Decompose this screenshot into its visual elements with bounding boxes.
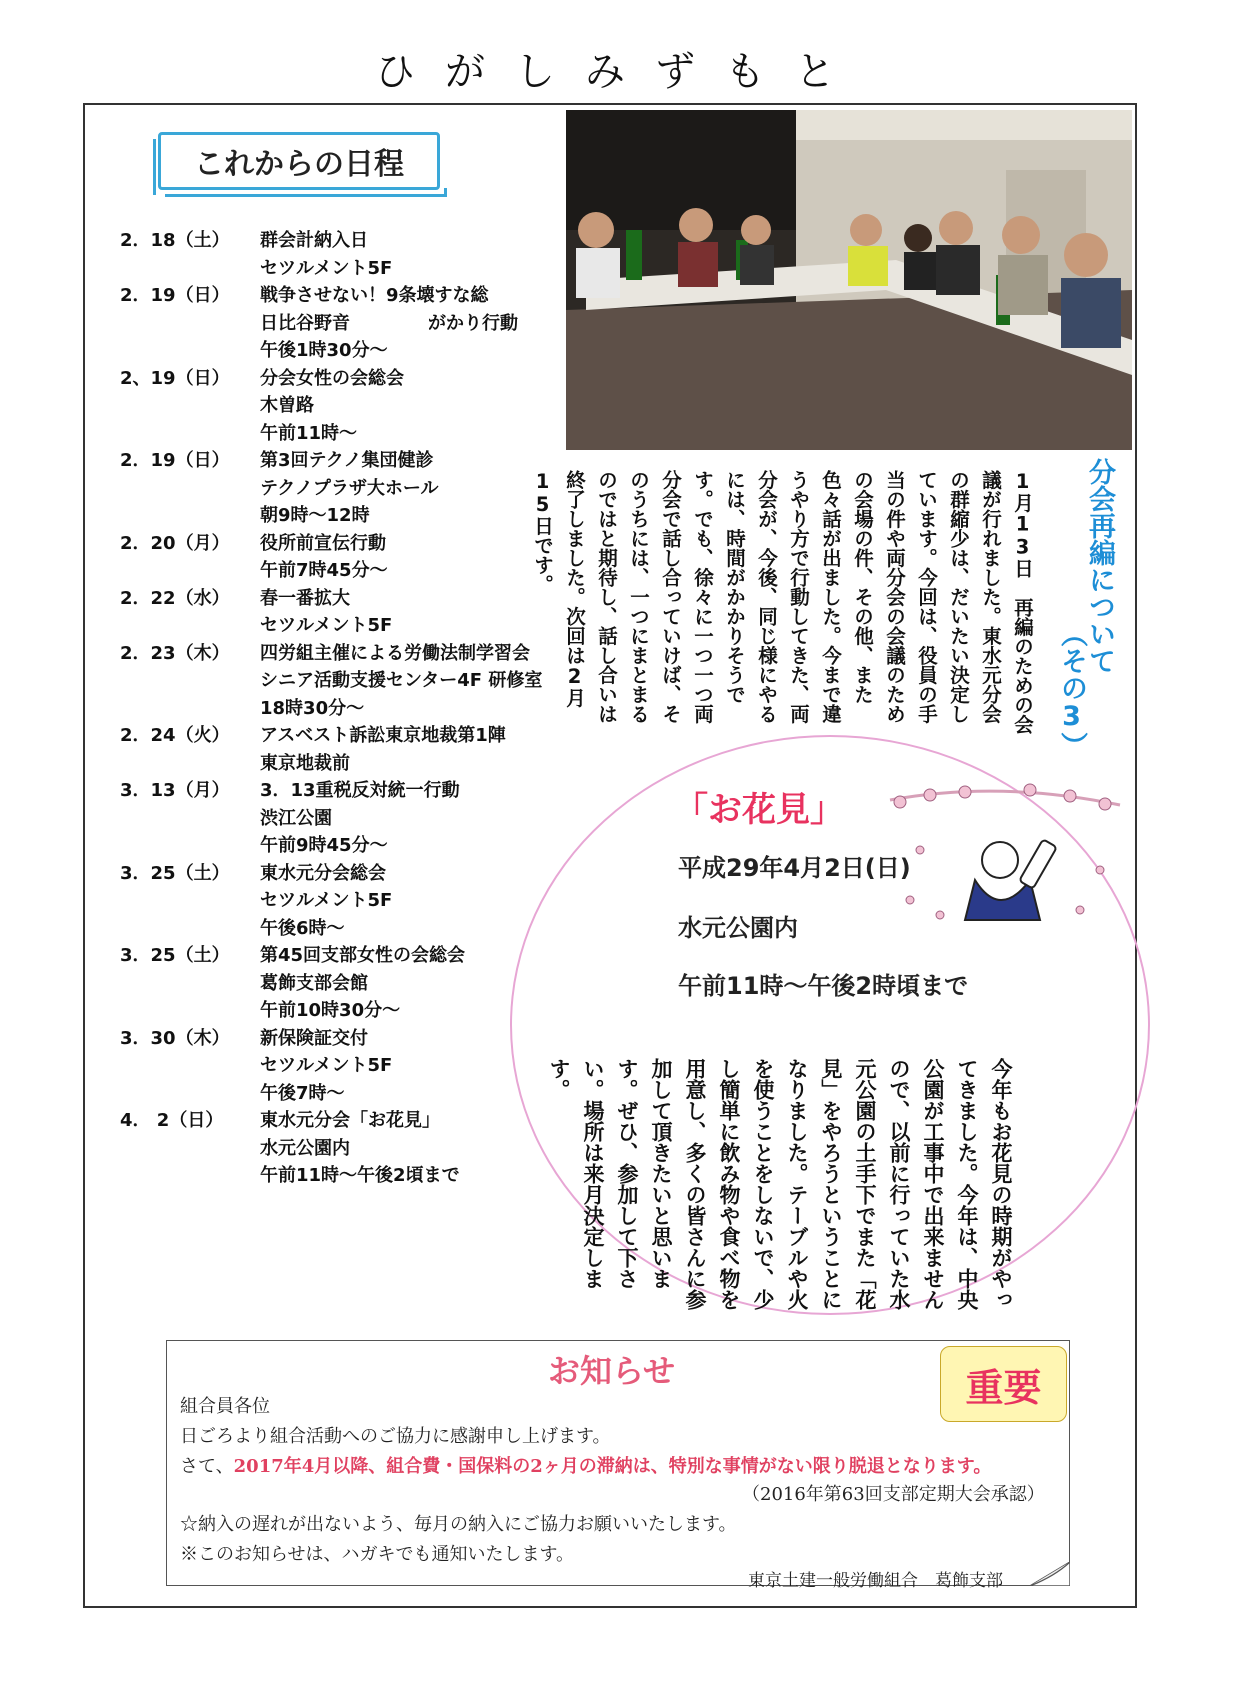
schedule-date: 2．24（火） — [120, 725, 230, 746]
schedule-text: セツルメント5F — [260, 890, 393, 911]
schedule-text: 群会計納入日 — [260, 230, 368, 251]
schedule-text: セツルメント5F — [260, 257, 393, 279]
schedule-date: 2．23（木） — [120, 642, 230, 664]
schedule-heading: これからの日程 — [158, 132, 440, 190]
schedule-text: 春一番拡大 — [260, 587, 350, 609]
schedule-date: 2．19（日） — [120, 450, 230, 471]
schedule-text: 東水元分会総会 — [260, 862, 386, 884]
schedule-text: 戦争させない！9条壊すな総 — [260, 285, 489, 306]
schedule-date: 2．18（土） — [120, 230, 230, 251]
schedule-text: 午後6時～ — [260, 917, 345, 939]
schedule-text: 木曽路 — [260, 395, 314, 416]
notice-signature: 東京土建一般労働組合 葛飾支部 — [748, 1571, 1003, 1591]
schedule-text: 午前10時30分～ — [260, 1000, 401, 1021]
schedule-text: 午後7時～ — [260, 1082, 345, 1104]
schedule-date: 3．30（木） — [120, 1027, 230, 1049]
schedule-date: 3．25（土） — [120, 945, 230, 966]
schedule-text: 朝9時～12時 — [260, 505, 370, 526]
schedule-text: 第45回支部女性の会総会 — [260, 945, 466, 966]
schedule-text: 水元公園内 — [260, 1137, 350, 1159]
schedule-text: 午前11時～ — [260, 422, 358, 444]
notice-line-2-prefix: さて、 — [180, 1456, 234, 1477]
schedule-text: 渋江公園 — [260, 807, 332, 829]
schedule-date: 2．22（水） — [120, 587, 230, 609]
schedule-date: 2、19（日） — [120, 367, 230, 389]
schedule-text: 第3回テクノ集団健診 — [260, 450, 434, 471]
bunkai-article-body: 1月13日 再編のための会議が行れました。東水元分会の群縮少は、だいたい決定しています。今回は、役員の手当の件や両分会の会議のための会場の件、その他、また色々話が出ました。今まで違うやり方で行動してきた、両分会が、今後、同じ様にやるには、時間がかかりそうです。でも、徐々に一つ一つ両分会で話し合っていけば、そのうちには、一つにまとまるのではと期待し、話し合いは終了しました。次回は2月15日です。 — [531, 470, 1034, 734]
schedule-text-aside: がかり行動 — [428, 312, 518, 334]
hanami-date: 平成29年4月2日(日) — [678, 854, 911, 882]
schedule-text: 役所前宣伝行動 — [260, 532, 386, 554]
schedule-text: 午後1時30分～ — [260, 340, 388, 361]
schedule-date: 2．20（月） — [120, 532, 230, 554]
schedule-text: シニア活動支援センター4F 研修室 — [260, 670, 543, 691]
schedule-text: 日比谷野音 — [260, 312, 350, 334]
notice-line-5: ※このお知らせは、ハガキでも通知いたします。 — [180, 1544, 575, 1565]
notice-line-2-warning: 2017年4月以降、組合費・国保料の2ヶ月の滞納は、特別な事情がない限り脱退となります。 — [233, 1456, 992, 1477]
hanami-title: 「お花見」 — [674, 790, 844, 830]
schedule-text: 午前9時45分～ — [260, 835, 388, 856]
notice-title: お知らせ — [548, 1352, 676, 1390]
important-badge: 重要 — [940, 1346, 1067, 1422]
cherry-blossom-illustration — [880, 780, 1130, 930]
schedule-text: 18時30分～ — [260, 697, 365, 719]
schedule-text: セツルメント5F — [260, 615, 393, 636]
schedule-text: 午前11時～午後2頃まで — [260, 1165, 460, 1186]
meeting-photo — [566, 110, 1132, 450]
schedule-text: 新保険証交付 — [260, 1027, 368, 1049]
schedule-date: 3．25（土） — [120, 862, 230, 884]
hanami-time: 午前11時～午後2時頃まで — [678, 972, 969, 1000]
notice-line-4: ☆納入の遅れが出ないよう、毎月の納入にご協力お願いいたします。 — [180, 1514, 737, 1535]
notice-line-2 — [180, 1452, 991, 1478]
schedule-text: 四労組主催による労働法制学習会 — [260, 642, 530, 664]
notice-line-1: 日ごろより組合活動へのご協力に感謝申し上げます。 — [180, 1426, 611, 1447]
bunkai-title: 分会再編について — [1084, 458, 1115, 674]
schedule-text: 葛飾支部会館 — [260, 972, 368, 994]
notice-salutation: 組合員各位 — [180, 1396, 270, 1417]
schedule-text: 分会女性の会総会 — [260, 367, 404, 389]
newsletter-title: ひがしみずもと — [375, 49, 865, 95]
schedule-text: アスベスト訴訟東京地裁第1陣 — [260, 725, 506, 746]
page-curl-decoration — [1030, 1562, 1070, 1586]
schedule-text: 東京地裁前 — [260, 752, 350, 774]
schedule-text: 3．13重税反対統一行動 — [260, 780, 460, 801]
schedule-text: 東水元分会「お花見」 — [260, 1110, 440, 1131]
notice-approval: （2016年第63回支部定期大会承認） — [742, 1484, 1045, 1505]
hanami-article-body: 今年もお花見の時期がやってきました。今年は、中央公園が工事中で出来ませんので、以前に行っていた水元公園の土手下でまた「花見」をやろうということになりました。テーブルや火を使うことをしないで、少し簡単に飲み物や食べ物を用意し、多くの皆さんに参加して頂きたいと思います。ぜひ、参加して下さい。場所は来月決定します。 — [547, 1058, 1013, 1310]
schedule-date: 3．13（月） — [120, 780, 230, 801]
schedule-date: 4． 2（日） — [120, 1110, 224, 1131]
schedule-text: テクノプラザ大ホール — [260, 477, 439, 499]
schedule-text: 午前7時45分～ — [260, 560, 388, 581]
hanami-place: 水元公園内 — [678, 914, 798, 942]
schedule-text: セツルメント5F — [260, 1055, 393, 1076]
schedule-date: 2．19（日） — [120, 285, 230, 306]
bunkai-subtitle: （その3） — [1056, 620, 1087, 759]
